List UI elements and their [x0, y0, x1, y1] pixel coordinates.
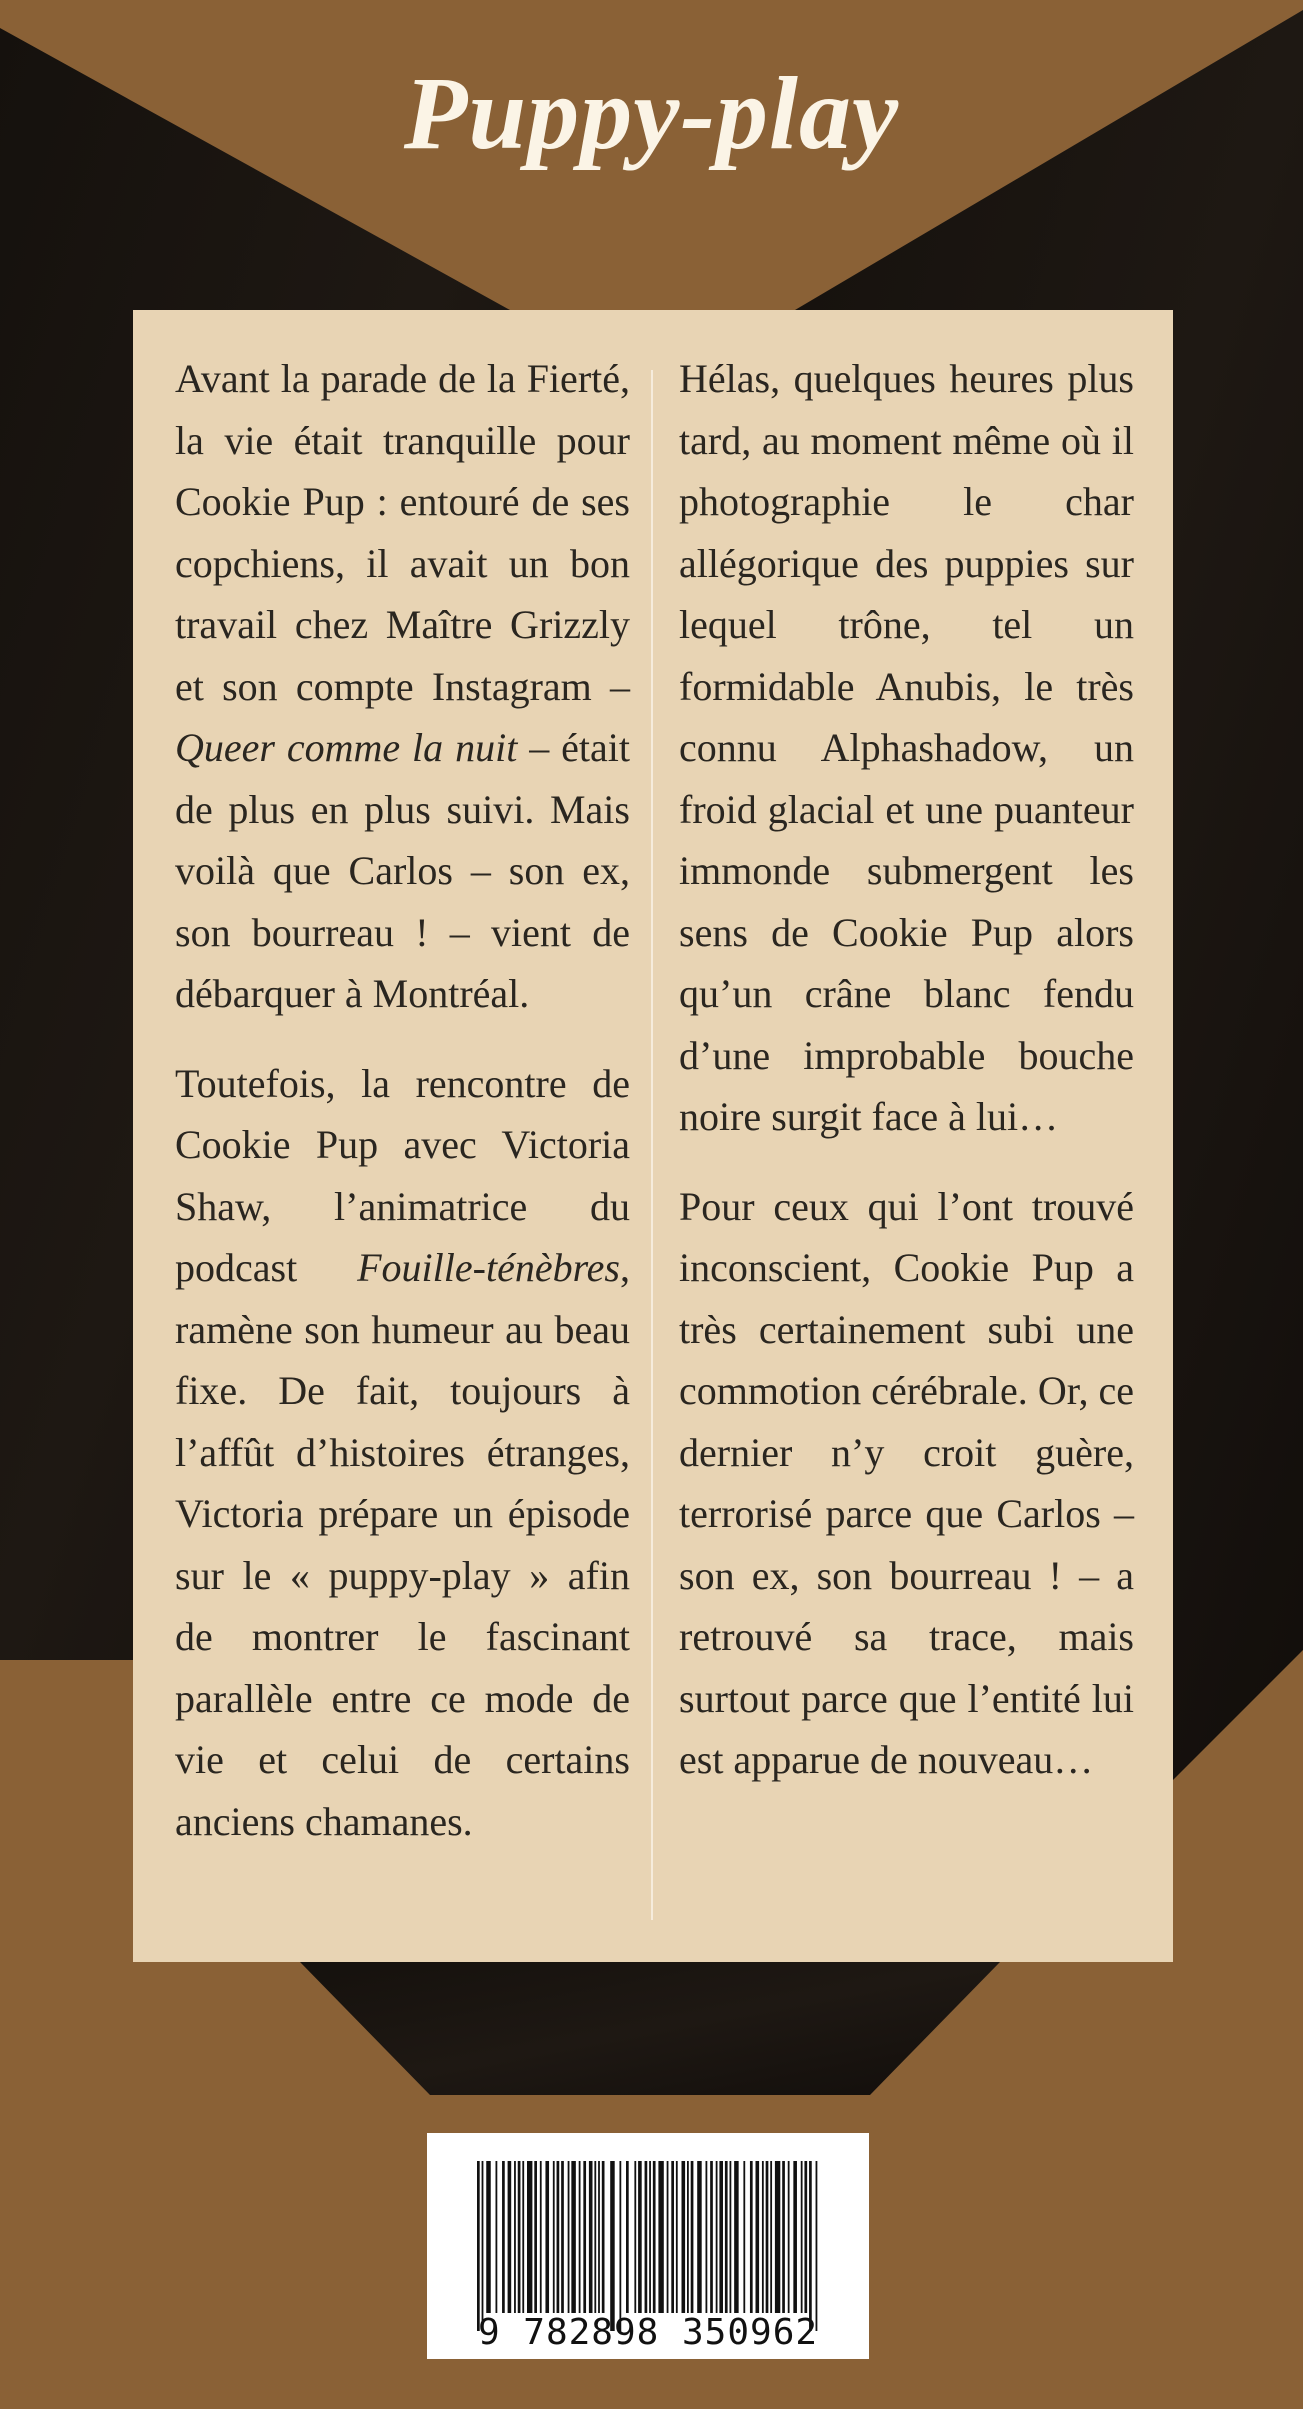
barcode-bar	[634, 2161, 636, 2313]
barcode-bar	[766, 2161, 769, 2313]
barcode-bar	[514, 2161, 516, 2313]
barcode-bar	[762, 2161, 764, 2313]
barcode-bar	[691, 2161, 694, 2313]
barcode-bar	[496, 2161, 498, 2313]
barcode-bar	[583, 2161, 586, 2313]
right-column	[679, 348, 1134, 1819]
barcode-bar	[719, 2161, 723, 2313]
left-column	[175, 348, 630, 1880]
barcode-bar	[594, 2161, 596, 2313]
barcode-bar	[540, 2161, 542, 2313]
left-p2-text-b: , ramène son humeur au beau fixe. De fait, toujours à l’affût d’histoires étranges, Victoria prépare un épisode sur le « puppy-play » afin de montrer le fascinant parallèle entre ce mode de vie et celui de certains anciens chamanes.	[175, 1245, 630, 1844]
left-p1-italic: Queer comme la nuit	[175, 725, 518, 770]
barcode-bar	[788, 2161, 790, 2313]
barcode-bar	[602, 2161, 605, 2313]
barcode-bar	[598, 2161, 600, 2313]
barcode-bar	[667, 2161, 669, 2313]
left-paragraph-2	[175, 1053, 630, 1853]
right-paragraph-1: Hélas, quelques heures plus tard, au moment même où il photographie le char allégorique des puppies sur lequel trône, tel un formidable Anubis, le très connu Alphashadow, un froid glacial et une puanteur immonde submergent les sens de Cookie Pup alors qu’un crâne blanc fendu d’une improbable bouche noire surgit face à lui…	[679, 356, 1134, 1139]
barcode-bar	[571, 2161, 576, 2313]
barcode-bar	[626, 2161, 629, 2313]
barcode-bar	[750, 2161, 753, 2313]
barcode-bar	[589, 2161, 593, 2313]
left-p2-italic: Fouille-ténèbres	[357, 1245, 620, 1290]
barcode-bar	[658, 2161, 663, 2313]
barcode-bar	[545, 2161, 549, 2313]
column-divider	[651, 370, 653, 1920]
left-p1-text-a: Avant la parade de la Fierté, la vie était tranquille pour Cookie Pup : entouré de ses copchiens, il avait un bon travail chez Maître Grizzly et son compte Instagram –	[175, 356, 630, 709]
barcode-bar	[793, 2161, 797, 2313]
barcode-bar	[508, 2161, 512, 2313]
barcode-bar	[730, 2161, 732, 2313]
barcode-bar	[775, 2161, 780, 2313]
barcode-bar	[649, 2161, 651, 2313]
barcode-bar	[671, 2161, 674, 2313]
barcode-bar	[557, 2161, 560, 2313]
barcode-bar	[522, 2161, 524, 2313]
barcode-bar	[725, 2161, 728, 2313]
book-title: Puppy-play	[403, 56, 900, 171]
barcode-bar	[502, 2161, 505, 2313]
barcode-bar	[568, 2161, 570, 2313]
blurb-panel	[133, 310, 1173, 1962]
barcode-bar	[579, 2161, 581, 2313]
barcode-bar	[710, 2161, 713, 2313]
barcode	[427, 2133, 869, 2359]
barcode-bar	[743, 2161, 745, 2313]
barcode-bar	[756, 2161, 760, 2313]
barcode-bar	[687, 2161, 689, 2313]
barcode-bar	[716, 2161, 718, 2313]
barcode-bar	[518, 2161, 521, 2313]
barcode-bar	[801, 2161, 803, 2313]
left-p2-text-a: Toutefois, la rencontre de Cookie Pup avec Victoria Shaw, l’animatrice du podcast	[175, 1060, 630, 1290]
barcode-bar	[809, 2161, 812, 2331]
barcode-bar	[697, 2161, 702, 2313]
left-paragraph-1	[175, 348, 630, 1025]
barcode-bar	[534, 2161, 537, 2313]
barcode-bar	[676, 2161, 678, 2313]
barcode-bar	[653, 2161, 656, 2313]
barcode-bar	[682, 2161, 686, 2313]
barcode-bar	[804, 2161, 807, 2313]
barcode-bar	[770, 2161, 772, 2313]
barcode-bar	[734, 2161, 739, 2313]
barcode-bar	[619, 2161, 621, 2331]
isbn-number: 9 782898 350962	[477, 2312, 819, 2353]
barcode-bar	[645, 2161, 648, 2313]
barcode-bar	[610, 2161, 615, 2331]
barcode-bar	[782, 2161, 785, 2313]
barcode-bar	[638, 2161, 642, 2313]
barcode-bar	[816, 2161, 818, 2331]
barcode-bar	[477, 2161, 480, 2331]
right-paragraph-2: Pour ceux qui l’ont trouvé inconscient, Cookie Pup a très certainement subi une commotion cérébrale. Or, ce dernier n’y croit guère, terrorisé parce que Carlos – son ex, son bourreau ! – a retrouvé sa trace, mais surtout parce que l’entité lui est apparue de nouveau…	[679, 1183, 1134, 1782]
barcode-bar	[706, 2161, 708, 2313]
barcode-bar	[561, 2161, 564, 2313]
barcode-bar	[482, 2161, 484, 2331]
barcode-bar	[527, 2161, 532, 2313]
left-p1-text-b: – était de plus en plus suivi. Mais voilà que Carlos – son ex, son bourreau ! – vient de débarquer à Montréal.	[175, 725, 630, 1016]
barcode-bar	[553, 2161, 555, 2313]
barcode-bar	[486, 2161, 491, 2313]
